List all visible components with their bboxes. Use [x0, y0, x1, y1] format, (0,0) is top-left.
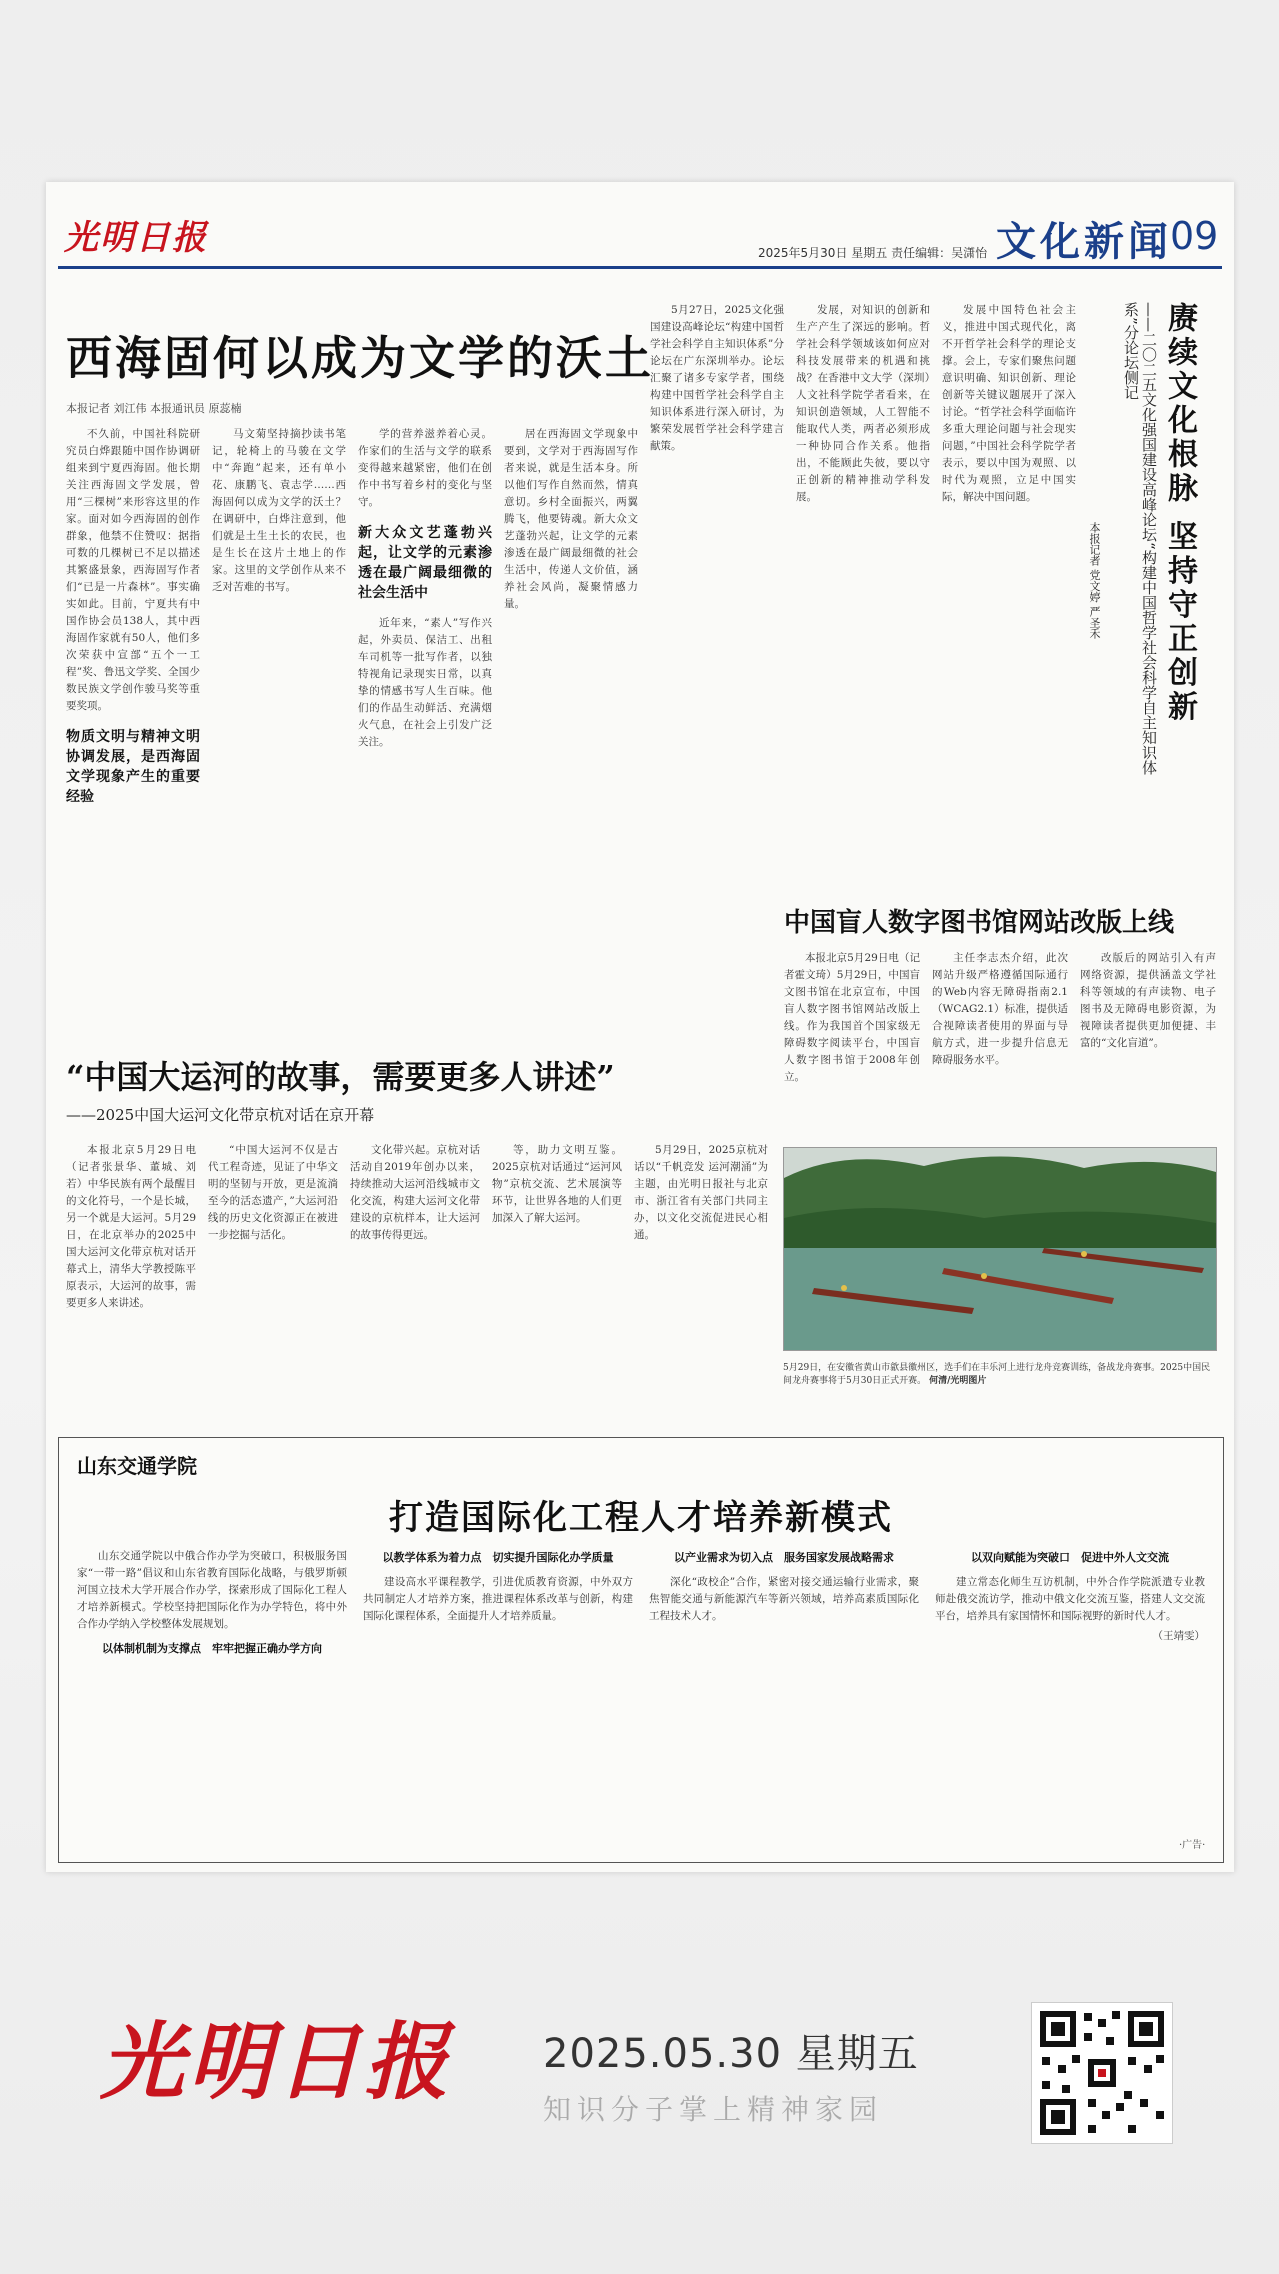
- footer-date: 2025.05.30 星期五: [543, 2031, 919, 2077]
- article4-subtitle: ——2025中国大运河文化带京杭对话在京开幕: [66, 1106, 375, 1124]
- article3-col2-text: 主任李志杰介绍，此次网站升级严格遵循国际通行的Web内容无障碍指南2.1（WCAG2.1）标准，提供适合视障读者使用的界面与导航方式，进一步提升信息无障碍服务水平。: [932, 952, 1068, 1066]
- ad-title: 打造国际化工程人才培养新模式: [389, 1498, 893, 1538]
- ad-section-3-head: 以产业需求为切入点 服务国家发展战略需求: [674, 1551, 894, 1564]
- article4-col2-text: “中国大运河不仅是古代工程奇迹，见证了中华文明的坚韧与开放，更是流淌至今的活态遗产，”大运河沿线的历史文化资源正在被进一步挖掘与活化。: [208, 1144, 338, 1241]
- ad-section-4-text: 建立常态化师生互访机制，中外合作学院派遣专业教师赴俄交流访学，推动中俄文化交流互鉴，搭建人文交流平台，培养具有家国情怀和国际视野的新时代人才。: [935, 1576, 1205, 1622]
- photo-credit: 何清/光明图片: [929, 1376, 987, 1386]
- article1-col5-text: 5月27日，2025文化强国建设高峰论坛“构建中国哲学社会科学自主知识体系”分论坛在广东深圳举办。论坛汇聚了诸多专家学者，围绕构建中国哲学社会科学自主知识体系进行深入研讨，为繁荣发展哲学社会科学建言献策。: [650, 304, 784, 452]
- article2-col1: [796, 302, 930, 842]
- article3-col1: [784, 950, 920, 1100]
- article1-col3-text: 学的营养滋养着心灵。作家们的生活与文学的联系变得越来越紧密，他们在创作中书写着乡村的变化与坚守。: [358, 428, 492, 508]
- dragon-boat-photo: [783, 1147, 1217, 1351]
- ad-section-1-head: 以体制机制为支撑点 牢牢把握正确办学方向: [102, 1642, 322, 1655]
- article4-title: “中国大运河的故事，需要更多人讲述”: [66, 1058, 615, 1096]
- ad-section-2: [363, 1548, 633, 1828]
- article2-col1-text: 发展，对知识的创新和生产产生了深远的影响。哲学社会科学领域该如何应对科技发展带来的机遇和挑战？在香港中文大学（深圳）人文社科学院学者看来，在知识创造领域，人工智能不能取代人类，两者必须形成一种协同合作关系。他指出，不能顾此失彼，要以守正创新的精神推动学科发展。: [796, 304, 930, 503]
- article4-col4-text: 等，助力文明互鉴。2025京杭对话通过“运河风物”京杭交流、艺术展演等环节，让世界各地的人们更加深入了解大运河。: [492, 1144, 622, 1224]
- article1-byline: 本报记者 刘江伟 本报通讯员 原蕊楠: [66, 402, 242, 415]
- article4-col1: [66, 1142, 196, 1412]
- article4-col1-text: 本报北京5月29日电（记者张景华、董城、刘若）中华民族有两个最醒目的文化符号，一个是长城，另一个就是大运河。5月29日，在北京举办的2025中国大运河文化带京杭对话开幕式上，清华大学教授陈平原表示，大运河的故事，需要更多人来讲述。: [66, 1144, 196, 1309]
- ad-section-3: [649, 1548, 919, 1828]
- article3-col2: [932, 950, 1068, 1100]
- article1-col4: [504, 426, 638, 966]
- ad-section-1-text: 山东交通学院以中俄合作办学为突破口，积极服务国家“一带一路”倡议和山东省教育国际化战略，与俄罗斯顿河国立技术大学开展合作办学，探索形成了国际化工程人才培养新模式。学校坚持把国际化作为办学特色，将中外合作办学纳入学校整体发展规划。: [77, 1550, 347, 1630]
- article3-col3: [1080, 950, 1216, 1100]
- article1-col1: [66, 426, 200, 966]
- ad-section-2-head: 以教学体系为着力点 切实提升国际化办学质量: [382, 1551, 614, 1564]
- article1-col2-text: 马文菊坚持摘抄读书笔记，轮椅上的马骏在文学中“奔跑”起来，还有单小花、康鹏飞、袁志学……西海固何以成为文学的沃土？在调研中，白烨注意到，他们就是土生土长的农民，也是生长在这片土地上的作家。这里的文学创作从来不乏对苦难的书写。: [212, 428, 346, 593]
- ad-section-4: [935, 1548, 1205, 1828]
- article1-col2: [212, 426, 346, 966]
- article4-col5-text: 5月29日，2025京杭对话以“千帆竞发 运河潮涌”为主题，由光明日报社与北京市、浙江省有关部门共同主办，以文化交流促进民心相通。: [634, 1144, 768, 1241]
- article2-title: 赓续文化根脉 坚持守正创新: [1162, 302, 1197, 725]
- article1-title: 西海固何以成为文学的沃土: [66, 331, 654, 385]
- qr-code-image: [1032, 2003, 1172, 2143]
- dragon-boat-photo-image: [784, 1148, 1216, 1350]
- ad-section-2-text: 建设高水平课程教学，引进优质教育资源，中外双方共同制定人才培养方案，推进课程体系改革与创新，构建国际化课程体系，全面提升人才培养质量。: [363, 1576, 633, 1622]
- footer-slogan: 知识分子掌上精神家园: [543, 2093, 884, 2126]
- masthead-rule: [58, 266, 1222, 269]
- article2-col2: [942, 302, 1076, 842]
- photo-caption: [783, 1362, 1215, 1388]
- qr-code-icon[interactable]: [1031, 2002, 1173, 2144]
- article4-col2: [208, 1142, 338, 1412]
- section-name: 文化新闻: [996, 218, 1172, 265]
- ad-school-name: 山东交通学院: [77, 1454, 197, 1478]
- page-number: 09: [1170, 214, 1219, 258]
- article3-title: 中国盲人数字图书馆网站改版上线: [784, 908, 1175, 938]
- article4-col3: [350, 1142, 480, 1412]
- ad-section-1: [77, 1548, 347, 1828]
- article1-subhead1: 物质文明与精神文明协调发展，是西海固文学现象产生的重要经验: [66, 729, 200, 805]
- article2-byline: 本报记者 党文婷 严圣禾: [1088, 522, 1101, 639]
- newspaper-page: [46, 182, 1234, 1872]
- date-line: 2025年5月30日 星期五 责任编辑：吴潇怡: [758, 246, 988, 260]
- ad-footer-sign: （王靖雯）: [1152, 1630, 1205, 1642]
- article1-col1-text: 不久前，中国社科院研究员白烨跟随中国作协调研组来到宁夏西海固。他长期关注西海固文学发展，曾用“三棵树”来形容这里的作家。面对如今西海固的创作群象，他禁不住赞叹：据指可数的几棵树已不足以描述其繁盛景象，西海固写作者们“已是一片森林”。事实确实如此。目前，宁夏共有中国作协会员138人，其中西海固作家就有50人，他们多次荣获中宣部“五个一工程”奖、鲁迅文学奖、全国少数民族文学创作骏马奖等重要奖项。: [66, 428, 200, 712]
- article2-col2-text: 发展中国特色社会主义，推进中国式现代化，离不开哲学社会科学的理论支撑。会上，专家们聚焦问题意识明确、知识创新、理论创新等关键议题展开了深入讨论。“哲学社会科学面临许多重大理论问题与社会现实问题，”中国社会科学院学者表示，要以中国为观照、以时代为观照，立足中国实际，解决中国问题。: [942, 304, 1076, 503]
- article4-col5: [634, 1142, 768, 1412]
- article1-col4-text: 居在西海固文学现象中要到，文学对于西海固写作者来说，就是生活本身。所以他们写作自然而然，情真意切。乡村全面振兴，两翼腾飞，他要铸魂。新大众文艺蓬勃兴起，让文学的元素渗透在最广阔最细微的社会生活中，传递人文价值，涵养社会风尚，凝聚情感力量。: [504, 428, 638, 610]
- article1-col3b-text: 近年来，“素人”写作兴起，外卖员、保洁工、出租车司机等一批写作者，以独特视角记录现实日常，以真挚的情感书写人生百味。他们的作品生动鲜活、充满烟火气息，在社会上引发广泛关注。: [358, 617, 492, 748]
- ad-section-4-head: 以双向赋能为突破口 促进中外人文交流: [971, 1551, 1169, 1564]
- advertisement-box: [58, 1437, 1224, 1863]
- ad-tag: ·广告·: [1179, 1840, 1206, 1851]
- article4-col3-text: 文化带兴起。京杭对话活动自2019年创办以来，持续推动大运河沿线城市文化交流，构建大运河文化带建设的京杭样本，让大运河的故事传得更远。: [350, 1144, 480, 1241]
- article1-col5: [650, 302, 784, 842]
- article1-col3: [358, 426, 492, 966]
- article2-subtitle: ——二〇二五文化强国建设高峰论坛“构建中国哲学社会科学自主知识体系”分论坛侧记: [1122, 302, 1158, 775]
- article3-col1-text: 本报北京5月29日电（记者霍文琦）5月29日，中国盲文图书馆在北京宣布，中国盲人数字图书馆网站改版上线。作为我国首个国家级无障碍数字阅读平台，中国盲人数字图书馆于2008年创立。: [784, 952, 920, 1083]
- photo-caption-text: 5月29日，在安徽省黄山市歙县徽州区，选手们在丰乐河上进行龙舟竞赛训练，备战龙舟赛事。2025中国民间龙舟赛事将于5月30日正式开赛。: [783, 1363, 1211, 1386]
- article4-col4: [492, 1142, 622, 1412]
- article3-col3-text: 改版后的网站引入有声网络资源，提供涵盖文学社科等领域的有声读物、电子图书及无障碍电影资源，为视障读者提供更加便捷、丰富的“文化盲道”。: [1080, 952, 1216, 1049]
- article1-subhead2: 新大众文艺蓬勃兴起，让文学的元素渗透在最广阔最细微的社会生活中: [358, 525, 492, 601]
- footer-logo: 光明日报: [100, 2012, 453, 2111]
- ad-section-3-text: 深化“政校企”合作，紧密对接交通运输行业需求，聚焦智能交通与新能源汽车等新兴领域，培养高素质国际化工程技术人才。: [649, 1576, 919, 1622]
- masthead-logo: 光明日报: [64, 218, 208, 258]
